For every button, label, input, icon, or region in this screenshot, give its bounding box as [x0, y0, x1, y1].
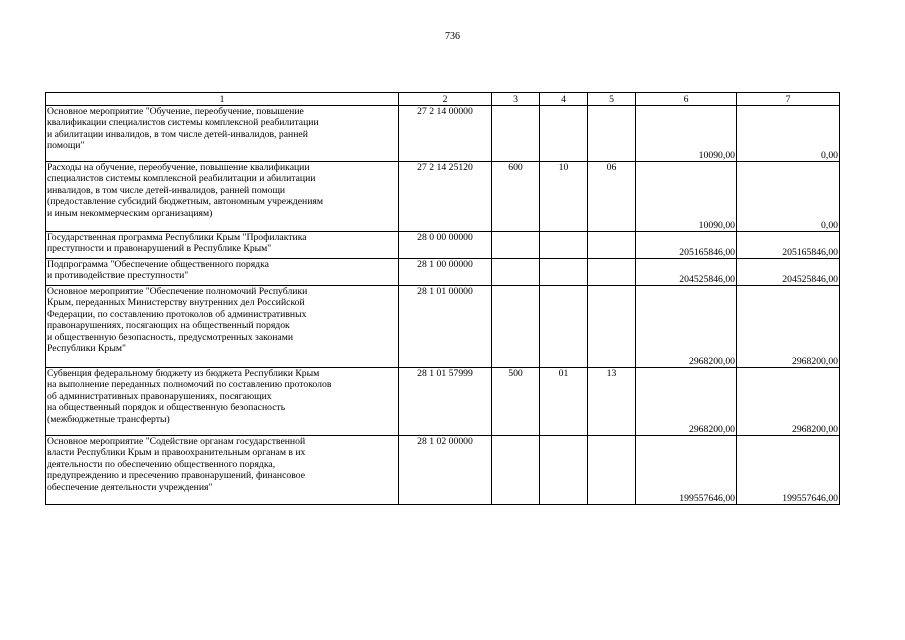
subsection-code — [588, 286, 636, 368]
item-name: Основное мероприятие "Содействие органам государственной власти Республики Крым и правоохранительным органам в их деятельности по обеспечению общественного порядка, предупреждению и пресечению правонарушений, финансовое обеспечение деятельности учреждения" — [46, 436, 399, 505]
item-name: Основное мероприятие "Обеспечение полномочий Республики Крым, переданных Министерству внутренних дел Российской Федерации, по составлению протоколов об административных правонарушениях, посягающих на общественный порядок и общественную безопасность, предусмотренных законами Республики Крым" — [46, 286, 399, 368]
section-code: 01 — [540, 368, 588, 436]
subsection-code — [588, 232, 636, 259]
expense-type-code: 600 — [492, 162, 540, 232]
amount-year-2: 199557646,00 — [737, 436, 840, 505]
target-article-code: 28 1 00 00000 — [399, 259, 492, 286]
column-number: 3 — [492, 93, 540, 106]
amount-year-2: 2968200,00 — [737, 368, 840, 436]
item-name: Расходы на обучение, переобучение, повышение квалификации специалистов системы комплексной реабилитации и абилитации инвалидов, в том числе детей-инвалидов, ранней помощи (предоставление субсидий бюджетным, автономным учреждениям и иным некоммерческим организациям) — [46, 162, 399, 232]
item-name: Основное мероприятие "Обучение, переобучение, повышение квалификации специалистов системы комплексной реабилитации и абилитации инвалидов, в том числе детей-инвалидов, ранней помощи" — [46, 106, 399, 162]
section-code — [540, 286, 588, 368]
amount-year-1: 2968200,00 — [636, 286, 737, 368]
table-row — [46, 436, 840, 505]
expense-type-code — [492, 232, 540, 259]
column-number: 7 — [737, 93, 840, 106]
amount-year-2: 0,00 — [737, 106, 840, 162]
subsection-code — [588, 436, 636, 505]
column-number: 6 — [636, 93, 737, 106]
amount-year-1: 199557646,00 — [636, 436, 737, 505]
section-code: 10 — [540, 162, 588, 232]
amount-year-2: 0,00 — [737, 162, 840, 232]
section-code — [540, 259, 588, 286]
column-number: 2 — [399, 93, 492, 106]
expense-type-code: 500 — [492, 368, 540, 436]
expense-type-code — [492, 106, 540, 162]
amount-year-1: 10090,00 — [636, 162, 737, 232]
amount-year-2: 2968200,00 — [737, 286, 840, 368]
expense-type-code — [492, 259, 540, 286]
section-code — [540, 106, 588, 162]
amount-year-1: 205165846,00 — [636, 232, 737, 259]
target-article-code: 28 1 01 00000 — [399, 286, 492, 368]
table-row — [46, 368, 840, 436]
expense-type-code — [492, 436, 540, 505]
item-name: Подпрограмма "Обеспечение общественного порядка и противодействие преступности" — [46, 259, 399, 286]
amount-year-2: 205165846,00 — [737, 232, 840, 259]
column-number: 5 — [588, 93, 636, 106]
subsection-code — [588, 106, 636, 162]
table-row — [46, 106, 840, 162]
target-article-code: 27 2 14 25120 — [399, 162, 492, 232]
table-row — [46, 286, 840, 368]
page-number: 736 — [445, 31, 460, 42]
table-row — [46, 259, 840, 286]
column-number: 1 — [46, 93, 399, 106]
amount-year-2: 204525846,00 — [737, 259, 840, 286]
target-article-code: 28 0 00 00000 — [399, 232, 492, 259]
subsection-code: 13 — [588, 368, 636, 436]
amount-year-1: 10090,00 — [636, 106, 737, 162]
target-article-code: 28 1 02 00000 — [399, 436, 492, 505]
target-article-code: 28 1 01 57999 — [399, 368, 492, 436]
column-number: 4 — [540, 93, 588, 106]
column-numbers-row — [46, 93, 840, 106]
section-code — [540, 436, 588, 505]
budget-table — [45, 92, 840, 505]
subsection-code — [588, 259, 636, 286]
table-row — [46, 232, 840, 259]
target-article-code: 27 2 14 00000 — [399, 106, 492, 162]
item-name: Государственная программа Республики Крым "Профилактика преступности и правонарушений в Республике Крым" — [46, 232, 399, 259]
table-row — [46, 162, 840, 232]
expense-type-code — [492, 286, 540, 368]
subsection-code: 06 — [588, 162, 636, 232]
amount-year-1: 204525846,00 — [636, 259, 737, 286]
section-code — [540, 232, 588, 259]
item-name: Субвенция федеральному бюджету из бюджета Республики Крым на выполнение переданных полномочий по составлению протоколов об административных правонарушениях, посягающих на общественный порядок и общественную безопасность (межбюджетные трансферты) — [46, 368, 399, 436]
amount-year-1: 2968200,00 — [636, 368, 737, 436]
